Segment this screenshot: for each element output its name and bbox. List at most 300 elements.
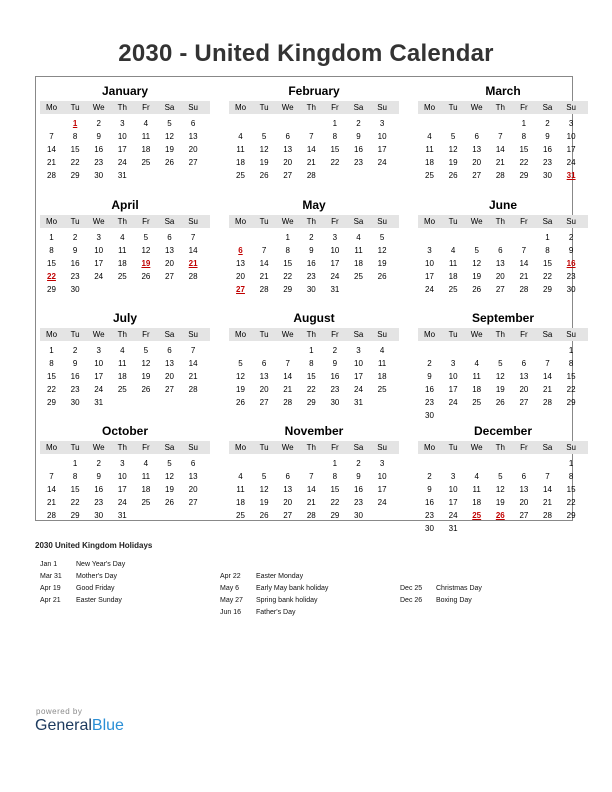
day-cell: 20 bbox=[165, 259, 174, 268]
weekday-label: Mo bbox=[45, 330, 58, 339]
generalblue-logo[interactable] bbox=[35, 717, 124, 735]
day-cell: 16 bbox=[354, 145, 363, 154]
day-cell: 1 bbox=[332, 119, 338, 128]
day-cell: 2 bbox=[332, 346, 338, 355]
weekday-label: Th bbox=[117, 217, 127, 226]
day-cell: 12 bbox=[141, 246, 151, 255]
day-cell: 15 bbox=[70, 145, 80, 154]
day-cell: 22 bbox=[543, 272, 552, 281]
day-cell: 4 bbox=[120, 346, 125, 355]
day-cell: 27 bbox=[519, 511, 529, 520]
day-cell: 29 bbox=[70, 171, 80, 180]
day-cell: 6 bbox=[190, 119, 196, 128]
weekday-label: Th bbox=[306, 103, 316, 112]
day-cell: 30 bbox=[306, 285, 316, 294]
holiday-name: Father's Day bbox=[256, 609, 296, 616]
day-cell: 24 bbox=[448, 398, 458, 407]
weekday-header bbox=[229, 101, 399, 114]
weekday-label: We bbox=[281, 217, 294, 226]
day-cell: 17 bbox=[117, 485, 127, 494]
weekday-label: Fr bbox=[142, 103, 150, 112]
day-cell: 5 bbox=[167, 119, 172, 128]
day-cell: 25 bbox=[236, 511, 245, 520]
day-cell: 31 bbox=[330, 285, 340, 294]
day-cell: 6 bbox=[261, 359, 267, 368]
day-cell: 29 bbox=[519, 171, 529, 180]
day-cell: 28 bbox=[519, 285, 529, 294]
day-cell: 22 bbox=[519, 158, 529, 167]
day-cell: 9 bbox=[309, 246, 314, 255]
day-cell: 26 bbox=[259, 171, 269, 180]
calendar-frame bbox=[35, 76, 576, 533]
day-cell: 23 bbox=[354, 498, 363, 507]
day-cell: 16 bbox=[306, 259, 316, 268]
day-cell: 25 bbox=[236, 171, 245, 180]
weekday-header bbox=[418, 215, 588, 228]
day-cell: 11 bbox=[236, 485, 245, 494]
day-cell: 17 bbox=[448, 385, 458, 394]
weekday-label: Tu bbox=[448, 103, 458, 112]
day-cell: 18 bbox=[236, 158, 245, 167]
weekday-label: Mo bbox=[234, 103, 247, 112]
day-cell: 14 bbox=[188, 246, 198, 255]
weekday-label: Th bbox=[117, 330, 127, 339]
day-cell: 24 bbox=[117, 498, 127, 507]
day-cell: 4 bbox=[474, 359, 479, 368]
weekday-label: Fr bbox=[520, 217, 528, 226]
day-cell: 29 bbox=[283, 285, 293, 294]
day-cell: 10 bbox=[94, 246, 104, 255]
weekday-label: Th bbox=[495, 443, 505, 452]
holiday-item bbox=[220, 583, 328, 595]
day-cell: 14 bbox=[47, 485, 56, 494]
day-cell: 27 bbox=[188, 498, 198, 507]
holiday-name: Easter Sunday bbox=[76, 597, 122, 604]
day-cell: 23 bbox=[543, 158, 552, 167]
weekday-label: We bbox=[470, 217, 483, 226]
day-cell: 13 bbox=[188, 472, 198, 481]
day-cell: 24 bbox=[377, 498, 387, 507]
day-cell: 27 bbox=[188, 158, 198, 167]
day-cell: 3 bbox=[120, 119, 125, 128]
day-cell: 19 bbox=[495, 385, 505, 394]
day-cell: 23 bbox=[425, 511, 434, 520]
day-cell: 1 bbox=[49, 346, 54, 355]
day-cell: 26 bbox=[165, 158, 174, 167]
day-cell: 7 bbox=[190, 346, 196, 355]
holiday-date: May 6 bbox=[220, 585, 240, 592]
day-cell: 1 bbox=[332, 459, 338, 468]
holiday-date: Jun 16 bbox=[220, 609, 242, 616]
day-cell: 7 bbox=[190, 233, 196, 242]
day-cell: 25 bbox=[354, 272, 363, 281]
day-cell: 8 bbox=[332, 472, 338, 481]
day-cell: 3 bbox=[120, 459, 125, 468]
day-cell: 13 bbox=[283, 485, 293, 494]
day-cell: 12 bbox=[448, 145, 458, 154]
day-cell: 24 bbox=[94, 272, 104, 281]
day-cell: 16 bbox=[94, 485, 104, 494]
holiday-name: Good Friday bbox=[76, 585, 115, 592]
day-cell: 23 bbox=[94, 498, 104, 507]
day-cell: 9 bbox=[356, 132, 361, 141]
weekday-label: Tu bbox=[70, 217, 80, 226]
day-cell: 10 bbox=[425, 259, 434, 268]
weekday-label: We bbox=[92, 217, 105, 226]
weekday-label: We bbox=[92, 443, 105, 452]
holiday-column bbox=[400, 583, 482, 607]
weekday-label: Tu bbox=[259, 330, 269, 339]
day-cell: 16 bbox=[425, 385, 434, 394]
weekday-label: Mo bbox=[234, 443, 247, 452]
weekday-header bbox=[229, 441, 399, 454]
day-cell: 18 bbox=[141, 485, 151, 494]
day-cell: 21 bbox=[495, 158, 505, 167]
day-cell: 25 bbox=[448, 285, 458, 294]
day-cell: 9 bbox=[356, 472, 361, 481]
holiday-date: Jan 1 bbox=[40, 561, 58, 568]
day-cell: 30 bbox=[425, 411, 434, 420]
day-cell: 6 bbox=[521, 472, 527, 481]
day-cell: 18 bbox=[472, 498, 482, 507]
day-cell: 14 bbox=[519, 259, 529, 268]
day-cell: 2 bbox=[356, 459, 361, 468]
day-cell: 20 bbox=[519, 498, 529, 507]
holiday-day: 21 bbox=[188, 259, 198, 268]
weekday-label: Fr bbox=[142, 443, 150, 452]
day-cell: 22 bbox=[70, 158, 80, 167]
day-cell: 8 bbox=[568, 472, 574, 481]
month-name: March bbox=[485, 84, 521, 98]
day-cell: 2 bbox=[309, 233, 314, 242]
day-cell: 9 bbox=[427, 485, 432, 494]
holiday-day: 25 bbox=[472, 511, 482, 520]
weekday-header bbox=[40, 441, 210, 454]
day-cell: 23 bbox=[425, 398, 434, 407]
day-cell: 27 bbox=[165, 385, 174, 394]
day-cell: 3 bbox=[379, 119, 385, 128]
holiday-item bbox=[220, 607, 328, 619]
weekday-label: Fr bbox=[142, 330, 150, 339]
day-cell: 22 bbox=[566, 498, 576, 507]
day-cell: 15 bbox=[47, 259, 56, 268]
day-cell: 17 bbox=[377, 145, 387, 154]
day-cell: 7 bbox=[285, 359, 290, 368]
day-cell: 19 bbox=[165, 145, 174, 154]
holiday-date: Dec 26 bbox=[400, 597, 423, 604]
day-cell: 6 bbox=[474, 132, 479, 141]
day-cell: 1 bbox=[568, 346, 574, 355]
holiday-item bbox=[40, 583, 125, 595]
day-cell: 13 bbox=[472, 145, 482, 154]
day-cell: 3 bbox=[356, 346, 361, 355]
day-cell: 28 bbox=[306, 511, 316, 520]
weekday-label: Su bbox=[377, 330, 387, 339]
day-cell: 24 bbox=[330, 272, 340, 281]
day-cell: 7 bbox=[309, 132, 314, 141]
weekday-label: Th bbox=[495, 217, 505, 226]
day-cell: 14 bbox=[47, 145, 56, 154]
day-cell: 12 bbox=[259, 145, 269, 154]
weekday-label: Fr bbox=[331, 103, 339, 112]
day-cell: 5 bbox=[167, 459, 172, 468]
day-cell: 12 bbox=[495, 485, 505, 494]
holiday-date: May 27 bbox=[220, 597, 243, 604]
day-cell: 15 bbox=[543, 259, 552, 268]
day-cell: 11 bbox=[141, 132, 151, 141]
day-cell: 19 bbox=[165, 485, 174, 494]
day-cell: 19 bbox=[495, 498, 505, 507]
weekday-label: Th bbox=[495, 103, 505, 112]
day-cell: 4 bbox=[356, 233, 361, 242]
day-cell: 1 bbox=[72, 459, 78, 468]
day-cell: 10 bbox=[448, 485, 458, 494]
day-cell: 21 bbox=[306, 158, 316, 167]
day-cell: 25 bbox=[141, 498, 151, 507]
weekday-label: We bbox=[281, 103, 294, 112]
day-cell: 11 bbox=[472, 372, 481, 381]
day-cell: 30 bbox=[94, 511, 104, 520]
day-cell: 8 bbox=[49, 359, 54, 368]
day-cell: 27 bbox=[165, 272, 174, 281]
day-cell: 3 bbox=[450, 359, 456, 368]
day-cell: 11 bbox=[354, 246, 363, 255]
day-cell: 28 bbox=[306, 171, 316, 180]
month-name: January bbox=[101, 84, 149, 98]
day-cell: 9 bbox=[568, 246, 574, 255]
day-cell: 25 bbox=[377, 385, 387, 394]
day-cell: 18 bbox=[236, 498, 245, 507]
weekday-label: Su bbox=[566, 103, 576, 112]
weekday-label: Tu bbox=[70, 330, 80, 339]
day-cell: 9 bbox=[96, 132, 101, 141]
weekday-label: Mo bbox=[423, 103, 436, 112]
day-cell: 19 bbox=[448, 158, 458, 167]
weekday-label: Mo bbox=[45, 217, 58, 226]
weekday-label: Tu bbox=[70, 443, 80, 452]
day-cell: 31 bbox=[354, 398, 363, 407]
weekday-header bbox=[418, 441, 588, 454]
day-cell: 20 bbox=[188, 145, 198, 154]
day-cell: 1 bbox=[285, 233, 290, 242]
day-cell: 12 bbox=[165, 472, 174, 481]
weekday-label: Tu bbox=[448, 330, 458, 339]
weekday-label: Th bbox=[117, 103, 127, 112]
day-cell: 16 bbox=[354, 485, 363, 494]
day-cell: 16 bbox=[425, 498, 434, 507]
day-cell: 4 bbox=[450, 246, 456, 255]
day-cell: 15 bbox=[566, 372, 576, 381]
day-cell: 15 bbox=[330, 485, 340, 494]
day-cell: 18 bbox=[117, 259, 127, 268]
day-cell: 20 bbox=[472, 158, 482, 167]
weekday-label: Mo bbox=[45, 103, 58, 112]
day-cell: 18 bbox=[354, 259, 363, 268]
day-cell: 29 bbox=[566, 511, 576, 520]
day-cell: 11 bbox=[425, 145, 434, 154]
holiday-item bbox=[40, 571, 125, 583]
holiday-name: Early May bank holiday bbox=[256, 585, 329, 592]
weekday-label: Mo bbox=[423, 330, 436, 339]
day-cell: 5 bbox=[450, 132, 456, 141]
day-cell: 22 bbox=[306, 385, 316, 394]
day-cell: 29 bbox=[306, 398, 316, 407]
day-cell: 24 bbox=[377, 158, 387, 167]
day-cell: 28 bbox=[283, 398, 293, 407]
day-cell: 10 bbox=[117, 132, 127, 141]
weekday-label: Th bbox=[117, 443, 127, 452]
weekday-label: Su bbox=[566, 330, 576, 339]
day-cell: 13 bbox=[188, 132, 198, 141]
weekday-label: Mo bbox=[234, 217, 247, 226]
day-cell: 10 bbox=[354, 359, 363, 368]
day-cell: 15 bbox=[47, 372, 56, 381]
day-cell: 9 bbox=[332, 359, 338, 368]
holidays-title: 2030 United Kingdom Holidays bbox=[35, 541, 153, 550]
day-cell: 22 bbox=[566, 385, 576, 394]
day-cell: 26 bbox=[165, 498, 174, 507]
day-cell: 7 bbox=[545, 359, 550, 368]
day-cell: 18 bbox=[117, 372, 127, 381]
day-cell: 18 bbox=[377, 372, 387, 381]
day-cell: 20 bbox=[519, 385, 529, 394]
weekday-label: Su bbox=[188, 330, 198, 339]
weekday-label: Su bbox=[188, 217, 198, 226]
day-cell: 11 bbox=[141, 472, 151, 481]
day-cell: 12 bbox=[236, 372, 245, 381]
day-cell: 10 bbox=[377, 472, 387, 481]
day-cell: 31 bbox=[117, 511, 127, 520]
day-cell: 17 bbox=[566, 145, 576, 154]
weekday-label: Su bbox=[188, 443, 198, 452]
day-cell: 5 bbox=[238, 359, 243, 368]
day-cell: 9 bbox=[427, 372, 432, 381]
day-cell: 24 bbox=[425, 285, 434, 294]
day-cell: 24 bbox=[94, 385, 104, 394]
day-cell: 12 bbox=[141, 359, 151, 368]
day-cell: 5 bbox=[474, 246, 479, 255]
day-cell: 1 bbox=[568, 459, 574, 468]
day-cell: 6 bbox=[521, 359, 527, 368]
holiday-item bbox=[40, 559, 125, 571]
day-cell: 24 bbox=[566, 158, 576, 167]
day-cell: 23 bbox=[306, 272, 316, 281]
day-cell: 6 bbox=[498, 246, 503, 255]
day-cell: 13 bbox=[165, 246, 174, 255]
day-cell: 5 bbox=[143, 346, 149, 355]
day-cell: 12 bbox=[495, 372, 505, 381]
weekday-header bbox=[418, 101, 588, 114]
weekday-label: Fr bbox=[520, 443, 528, 452]
day-cell: 13 bbox=[495, 259, 505, 268]
weekday-header bbox=[40, 215, 210, 228]
holiday-day: 6 bbox=[238, 246, 243, 255]
day-cell: 18 bbox=[141, 145, 151, 154]
holiday-date: Apr 22 bbox=[220, 573, 241, 580]
day-cell: 7 bbox=[521, 246, 527, 255]
weekday-label: Sa bbox=[164, 103, 175, 112]
day-cell: 26 bbox=[259, 511, 269, 520]
weekday-label: Su bbox=[188, 103, 198, 112]
weekday-label: Mo bbox=[423, 443, 436, 452]
day-cell: 2 bbox=[427, 472, 432, 481]
day-cell: 9 bbox=[96, 472, 101, 481]
day-cell: 14 bbox=[543, 485, 552, 494]
day-cell: 21 bbox=[283, 385, 293, 394]
day-cell: 12 bbox=[165, 132, 174, 141]
weekday-label: Sa bbox=[353, 443, 364, 452]
day-cell: 7 bbox=[545, 472, 550, 481]
holiday-day: 31 bbox=[566, 171, 576, 180]
day-cell: 15 bbox=[70, 485, 80, 494]
day-cell: 17 bbox=[94, 372, 104, 381]
day-cell: 28 bbox=[188, 272, 198, 281]
day-cell: 10 bbox=[448, 372, 458, 381]
day-cell: 10 bbox=[94, 359, 104, 368]
day-cell: 17 bbox=[330, 259, 340, 268]
weekday-label: Th bbox=[306, 330, 316, 339]
day-cell: 18 bbox=[425, 158, 434, 167]
day-cell: 14 bbox=[188, 359, 198, 368]
weekday-label: Sa bbox=[164, 330, 175, 339]
day-cell: 28 bbox=[543, 511, 552, 520]
day-cell: 19 bbox=[236, 385, 245, 394]
weekday-label: Th bbox=[306, 217, 316, 226]
day-cell: 19 bbox=[259, 498, 269, 507]
day-cell: 20 bbox=[236, 272, 245, 281]
day-cell: 28 bbox=[543, 398, 552, 407]
day-cell: 9 bbox=[72, 359, 78, 368]
day-cell: 8 bbox=[332, 132, 338, 141]
weekday-label: Sa bbox=[542, 443, 553, 452]
day-cell: 21 bbox=[306, 498, 316, 507]
day-cell: 24 bbox=[117, 158, 127, 167]
day-cell: 30 bbox=[354, 511, 363, 520]
day-cell: 16 bbox=[70, 372, 80, 381]
weekday-label: Tu bbox=[259, 103, 269, 112]
weekday-label: We bbox=[470, 103, 483, 112]
day-cell: 18 bbox=[448, 272, 458, 281]
weekday-label: We bbox=[281, 330, 294, 339]
day-cell: 5 bbox=[379, 233, 385, 242]
holiday-name: New Year's Day bbox=[76, 561, 126, 568]
day-cell: 16 bbox=[94, 145, 104, 154]
holiday-column bbox=[220, 571, 328, 619]
day-cell: 11 bbox=[118, 359, 127, 368]
day-cell: 13 bbox=[236, 259, 245, 268]
day-cell: 28 bbox=[188, 385, 198, 394]
day-cell: 24 bbox=[354, 385, 363, 394]
day-cell: 6 bbox=[285, 132, 290, 141]
day-cell: 10 bbox=[377, 132, 387, 141]
day-cell: 29 bbox=[543, 285, 552, 294]
weekday-label: We bbox=[92, 103, 105, 112]
day-cell: 20 bbox=[188, 485, 198, 494]
weekday-label: Sa bbox=[164, 443, 175, 452]
weekday-label: Mo bbox=[423, 217, 436, 226]
weekday-label: Sa bbox=[542, 217, 553, 226]
holiday-item bbox=[220, 571, 328, 583]
weekday-header bbox=[40, 101, 210, 114]
day-cell: 10 bbox=[330, 246, 340, 255]
month-name: August bbox=[293, 311, 335, 325]
day-cell: 20 bbox=[165, 372, 174, 381]
day-cell: 16 bbox=[330, 372, 340, 381]
day-cell: 17 bbox=[354, 372, 363, 381]
day-cell: 14 bbox=[306, 145, 316, 154]
day-cell: 3 bbox=[332, 233, 338, 242]
holiday-name: Easter Monday bbox=[256, 573, 304, 580]
